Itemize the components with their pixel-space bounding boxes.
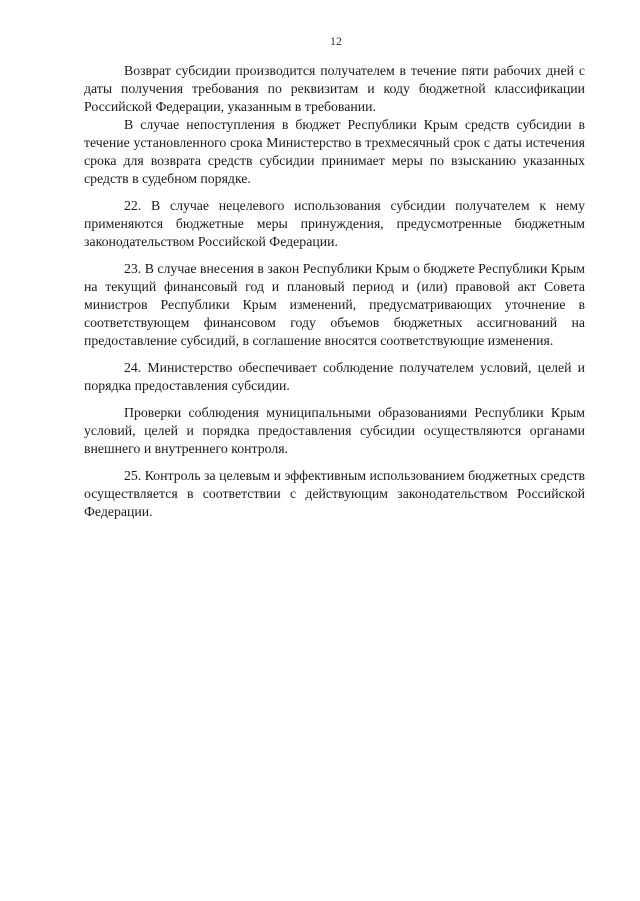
paragraph-non-receipt: В случае непоступления в бюджет Республики Крым средств субсидии в течение установленного срока Министерство в трехмесячный срок с даты истечения срока для возврата средств субсидии принимает меры по взысканию указанных средств в судебном порядке.: [84, 117, 585, 186]
paragraph-24-compliance: 24. Министерство обеспечивает соблюдение получателем условий, целей и порядка предоставления субсидии.: [84, 360, 585, 393]
page-number: 12: [330, 34, 342, 48]
document-body: [84, 62, 585, 521]
paragraph-25-control: 25. Контроль за целевым и эффективным использованием бюджетных средств осуществляется в соответствии с действующим законодательством Российской Федерации.: [84, 468, 585, 519]
paragraph-23-budget-changes: 23. В случае внесения в закон Республики Крым о бюджете Республики Крым на текущий финансовый год и плановый период и (или) правовой акт Совета министров Республики Крым изменений, предусматривающих уточнение в соответствующем финансовом году объемов бюджетных ассигнований на предоставление субсидий, в соглашение вносятся соответствующие изменения.: [84, 261, 585, 348]
paragraph-22-misuse: 22. В случае нецелевого использования субсидии получателем к нему применяются бюджетные меры принуждения, предусмотренные бюджетным законодательством Российской Федерации.: [84, 198, 585, 249]
paragraph-subsidy-return: Возврат субсидии производится получателем в течение пяти рабочих дней с даты получения требования по реквизитам и коду бюджетной классификации Российской Федерации, указанным в требовании.: [84, 63, 585, 114]
paragraph-inspections: Проверки соблюдения муниципальными образованиями Республики Крым условий, целей и порядка предоставления субсидии осуществляются органами внешнего и внутреннего контроля.: [84, 405, 585, 456]
